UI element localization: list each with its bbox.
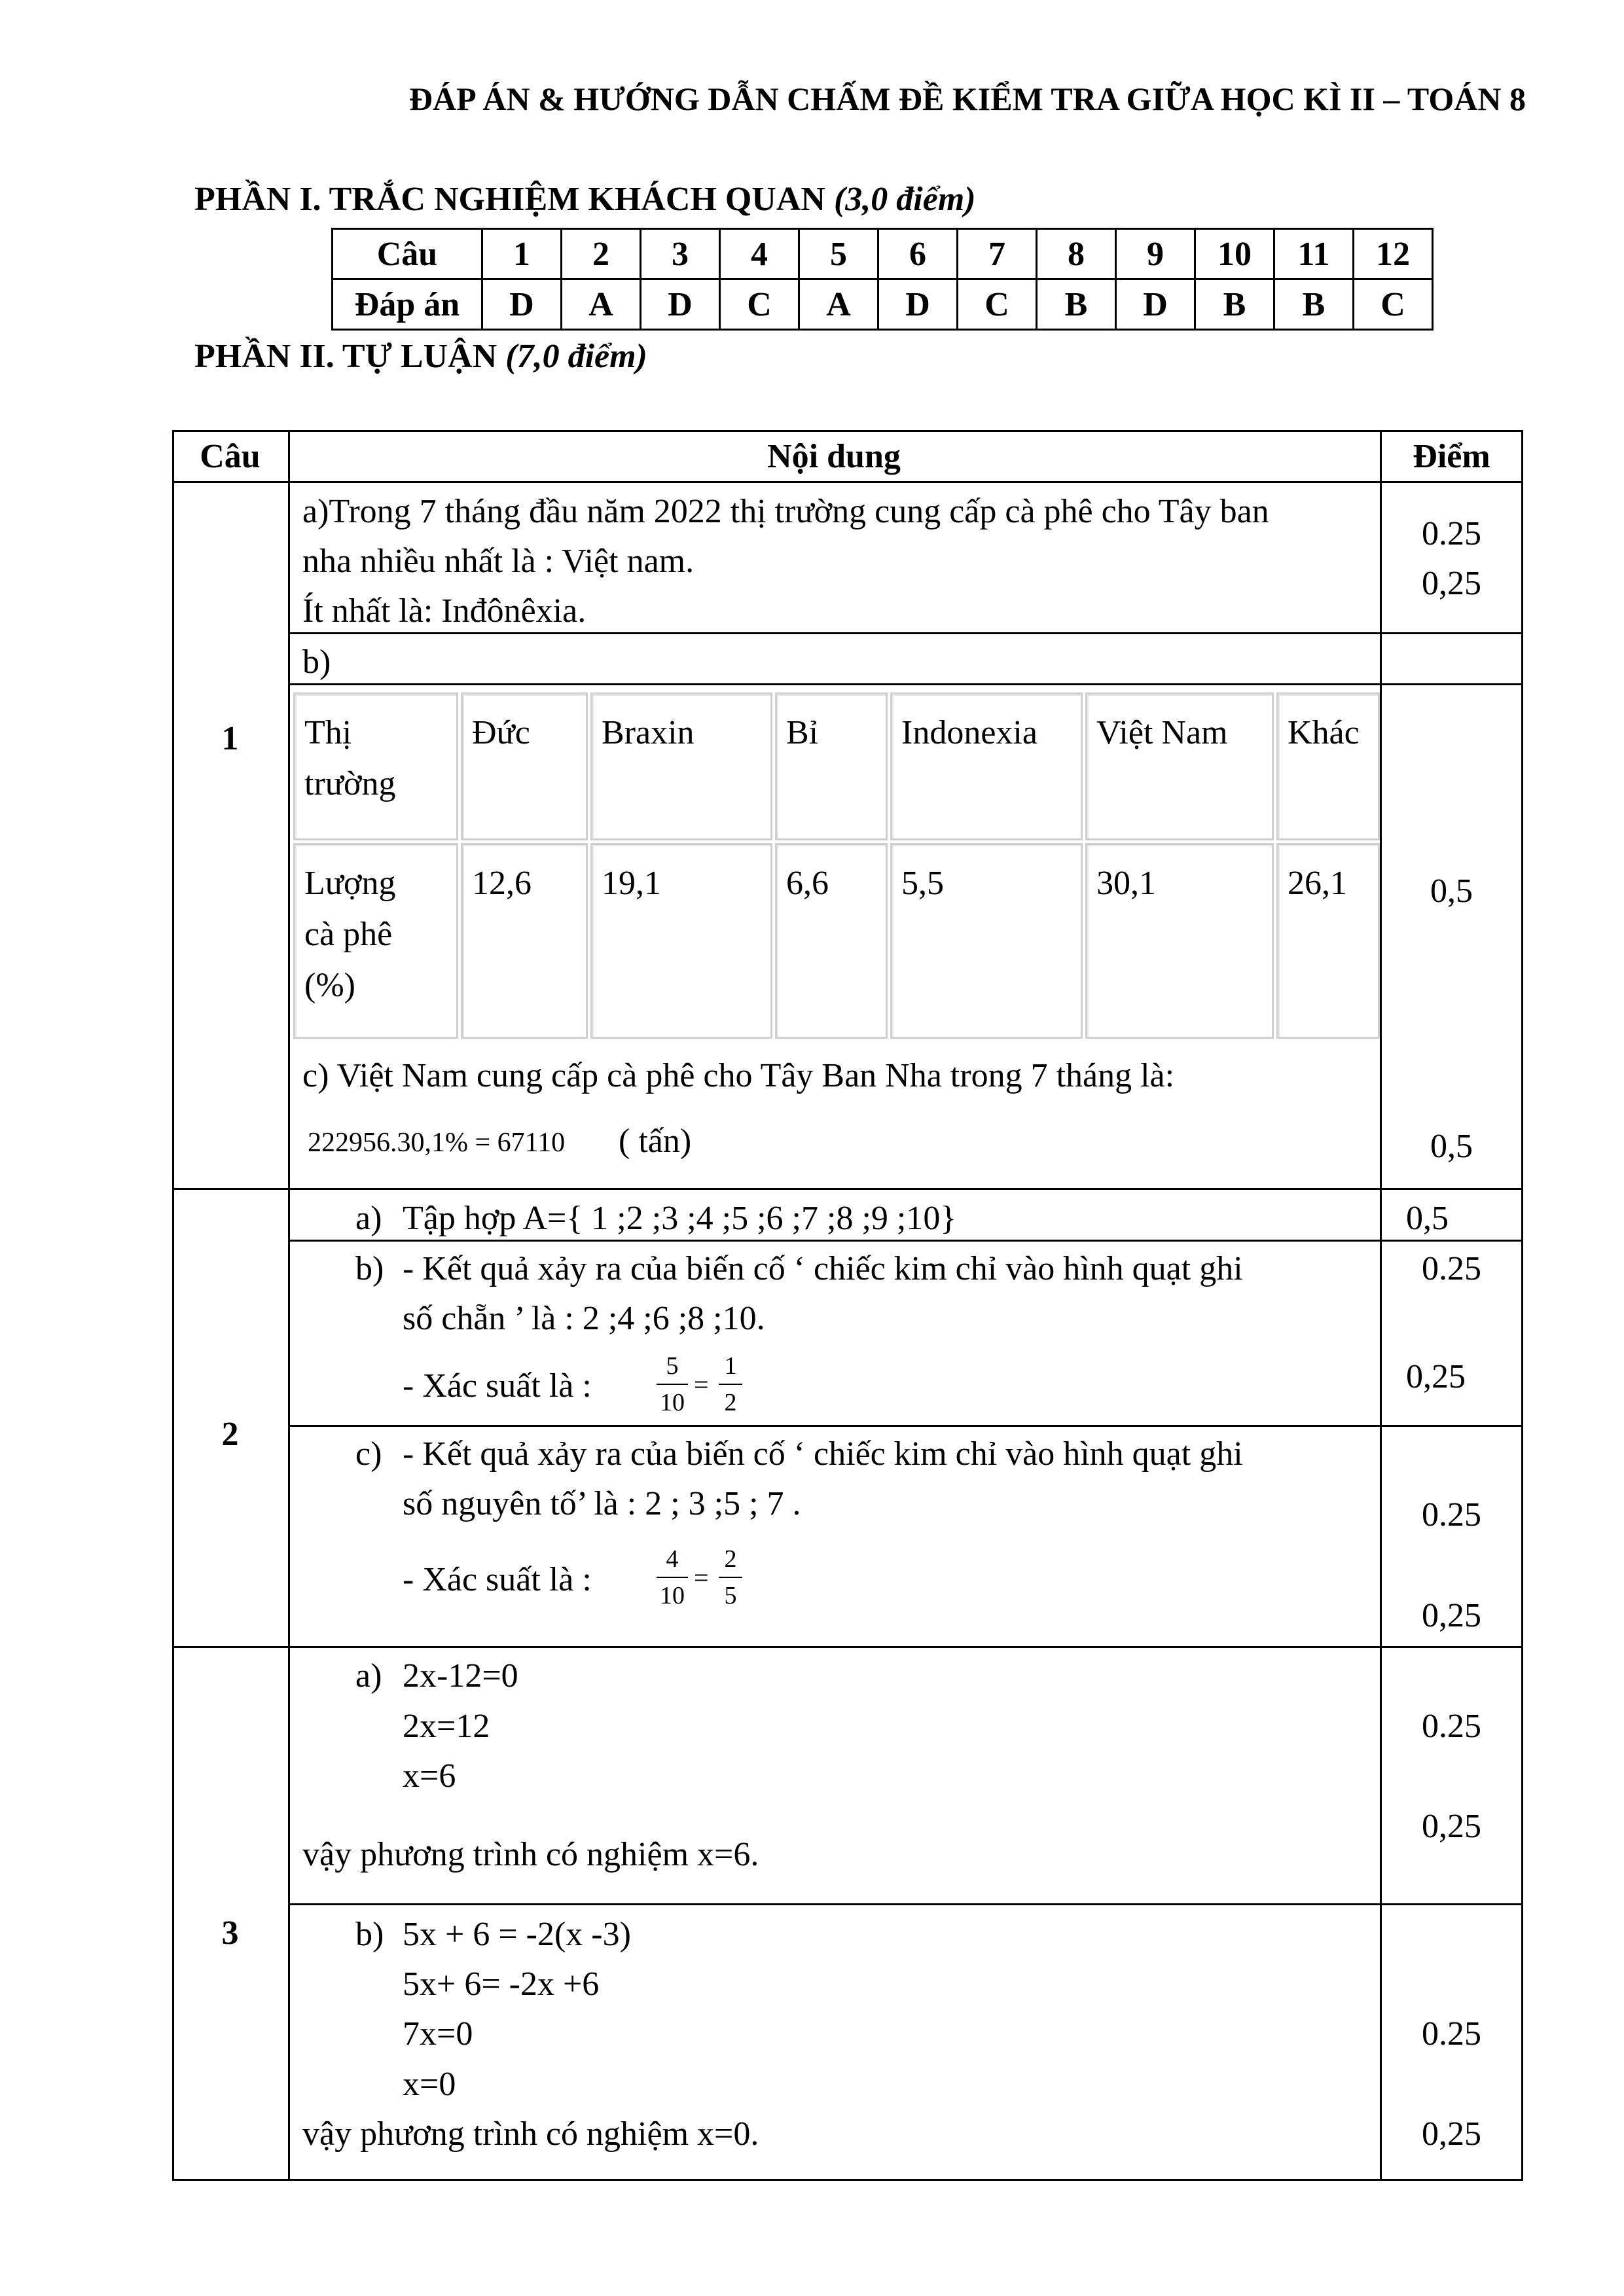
q2-b-line2: số chẵn ’ là : 2 ;4 ;6 ;8 ;10. — [403, 1300, 765, 1337]
table-cell: Việt Nam — [1085, 692, 1274, 840]
cell-text: (%) — [304, 967, 355, 1004]
mc-answer: C — [1354, 279, 1433, 330]
mc-question-number: 2 — [562, 229, 641, 279]
mc-answer: A — [799, 279, 878, 330]
table-cell: 6,6 — [775, 843, 888, 1039]
mc-question-number: 7 — [958, 229, 1037, 279]
q1-a-score1: 0.25 — [1422, 515, 1481, 552]
q3-b-score1: 0.25 — [1422, 2015, 1481, 2053]
mc-answer-row — [333, 279, 1433, 330]
table-cell: Đức — [461, 692, 588, 840]
q2-c-fraction-1 — [657, 1547, 688, 1608]
q2-a-score: 0,5 — [1406, 1200, 1449, 1237]
multiple-choice-table — [331, 228, 1434, 331]
fraction-numerator: 1 — [724, 1352, 737, 1380]
table-cell: Indonexia — [890, 692, 1083, 840]
q2-b-score1: 0.25 — [1422, 1250, 1481, 1287]
q2-c-prob-label: - Xác suất là : — [403, 1561, 592, 1598]
table-cell: 26,1 — [1276, 843, 1380, 1039]
part1-label: PHẦN I. TRẮC NGHIỆM KHÁCH QUAN — [194, 181, 834, 218]
mc-question-number: 11 — [1274, 229, 1354, 279]
q3-a-score1: 0.25 — [1422, 1708, 1481, 1745]
q3-b-line: x=0 — [403, 2066, 456, 2103]
mc-answer: B — [1037, 279, 1116, 330]
mc-answer: D — [878, 279, 958, 330]
column-divider — [288, 430, 290, 2181]
row-divider — [288, 1903, 1523, 1905]
q2-c-fraction-2 — [719, 1547, 742, 1608]
fraction-denominator: 5 — [719, 1577, 742, 1608]
q1-a-score2: 0,25 — [1422, 565, 1481, 602]
q2-a-text: Tập hợp A={ 1 ;2 ;3 ;4 ;5 ;6 ;7 ;8 ;9 ;10} — [403, 1200, 957, 1237]
mc-question-number: 5 — [799, 229, 878, 279]
q3-b-line: 5x+ 6= -2x +6 — [403, 1965, 600, 2003]
q2-c-line1: - Kết quả xảy ra của biến cố ‘ chiếc kim chỉ vào hình quạt ghi — [403, 1435, 1243, 1473]
fraction-numerator: 5 — [666, 1352, 679, 1380]
q3-a-line: x=6 — [403, 1757, 456, 1795]
q2-c-line2: số nguyên tố’ là : 2 ; 3 ;5 ; 7 . — [403, 1485, 801, 1522]
q3-b-line: 5x + 6 = -2(x -3) — [403, 1916, 631, 1953]
q1-b-score: 0,5 — [1430, 872, 1473, 910]
q3-a-score2: 0,25 — [1422, 1808, 1481, 1845]
q1-a-line1: a)Trong 7 tháng đầu năm 2022 thị trường cung cấp cà phê cho Tây ban — [302, 493, 1269, 530]
q2-b-line1: - Kết quả xảy ra của biến cố ‘ chiếc kim chỉ vào hình quạt ghi — [403, 1250, 1243, 1287]
header-content: Nội dung — [767, 438, 901, 475]
fraction-numerator: 2 — [724, 1545, 737, 1573]
mc-question-number: 1 — [482, 229, 562, 279]
row-divider — [288, 632, 1523, 634]
mc-answer: C — [958, 279, 1037, 330]
mc-question-number: 9 — [1116, 229, 1195, 279]
q1-c-unit: ( tấn) — [619, 1122, 692, 1160]
part2-heading — [194, 337, 647, 376]
q3-b-score2: 0,25 — [1422, 2115, 1481, 2153]
table-cell: Khác — [1276, 692, 1380, 840]
q2-b-fraction-1 — [657, 1354, 688, 1415]
q3-a-conclusion: vậy phương trình có nghiệm x=6. — [302, 1836, 759, 1873]
q2-c-label: c) — [355, 1435, 382, 1473]
q2-b-fraction-2 — [719, 1354, 742, 1415]
fraction-numerator: 4 — [666, 1545, 679, 1573]
mc-question-number: 12 — [1354, 229, 1433, 279]
q2-a-label: a) — [355, 1200, 382, 1237]
q2-b-score2: 0,25 — [1406, 1358, 1466, 1395]
cell-text: Lượng — [304, 865, 396, 902]
cell-text: cà phê — [304, 916, 393, 953]
q2-c-score2: 0,25 — [1422, 1597, 1481, 1634]
table-cell — [293, 843, 458, 1039]
row-divider — [288, 1240, 1523, 1242]
row-divider — [172, 1646, 1523, 1648]
table-cell: 12,6 — [461, 843, 588, 1039]
mc-question-number: 6 — [878, 229, 958, 279]
q2-b-prob-label: - Xác suất là : — [403, 1367, 592, 1405]
mc-header-question: Câu — [333, 229, 482, 279]
equals-sign: = — [694, 1370, 709, 1399]
q1-b-label: b) — [302, 643, 331, 681]
mc-question-number: 3 — [641, 229, 720, 279]
question-number: 3 — [221, 1914, 239, 1952]
column-divider — [1380, 430, 1382, 2181]
q1-a-line2: nha nhiều nhất là : Việt nam. — [302, 543, 695, 580]
mc-answer: B — [1274, 279, 1354, 330]
q2-c-score1: 0.25 — [1422, 1496, 1481, 1534]
mc-question-number: 10 — [1195, 229, 1274, 279]
q3-b-label: b) — [355, 1916, 384, 1953]
q3-a-label: a) — [355, 1657, 382, 1695]
mc-answer: C — [720, 279, 799, 330]
question-number: 1 — [221, 720, 239, 757]
fraction-denominator: 2 — [719, 1384, 742, 1415]
header-question: Câu — [200, 438, 261, 475]
row-divider — [288, 683, 1523, 685]
page-title: ĐÁP ÁN & HƯỚNG DẪN CHẤM ĐỀ KIỂM TRA GIỮA HỌC KÌ II – TOÁN 8 — [408, 81, 1526, 117]
q1-c-formula: 222956.30,1% = 67110 — [308, 1128, 566, 1158]
part1-points: (3,0 điểm) — [833, 181, 976, 218]
header-score: Điểm — [1413, 438, 1490, 475]
cell-text: trường — [304, 765, 396, 802]
table-cell: 30,1 — [1085, 843, 1274, 1039]
fraction-denominator: 10 — [657, 1577, 688, 1608]
mc-answer: D — [641, 279, 720, 330]
row-divider — [172, 481, 1523, 483]
q1-c-line1: c) Việt Nam cung cấp cà phê cho Tây Ban Nha trong 7 tháng là: — [302, 1057, 1175, 1094]
mc-answer: B — [1195, 279, 1274, 330]
row-divider — [288, 1425, 1523, 1427]
mc-answer: A — [562, 279, 641, 330]
coffee-market-table — [291, 689, 1380, 1039]
q3-b-conclusion: vậy phương trình có nghiệm x=0. — [302, 2115, 759, 2153]
row-divider — [172, 1188, 1523, 1190]
table-cell: 19,1 — [590, 843, 772, 1039]
q1-c-score: 0,5 — [1430, 1128, 1473, 1165]
fraction-denominator: 10 — [657, 1384, 688, 1415]
q2-b-label: b) — [355, 1250, 384, 1287]
part1-heading — [194, 180, 976, 219]
q3-a-line: 2x-12=0 — [403, 1657, 518, 1695]
q3-b-line: 7x=0 — [403, 2015, 473, 2053]
part2-label: PHẦN II. TỰ LUẬN — [194, 338, 506, 375]
mc-question-number: 4 — [720, 229, 799, 279]
part2-points: (7,0 điểm) — [505, 338, 647, 375]
mc-question-number: 8 — [1037, 229, 1116, 279]
q3-a-line: 2x=12 — [403, 1708, 490, 1745]
mc-header-answer: Đáp án — [333, 279, 482, 330]
equals-sign: = — [694, 1563, 709, 1592]
question-number: 2 — [221, 1416, 239, 1453]
q1-a-line3: Ít nhất là: Inđônêxia. — [302, 592, 586, 630]
mc-question-row — [333, 229, 1433, 279]
cell-text: Thị — [304, 714, 352, 751]
table-cell — [293, 692, 458, 840]
table-cell: Bỉ — [775, 692, 888, 840]
table-cell: 5,5 — [890, 843, 1083, 1039]
table-cell: Braxin — [590, 692, 772, 840]
mc-answer: D — [1116, 279, 1195, 330]
mc-answer: D — [482, 279, 562, 330]
